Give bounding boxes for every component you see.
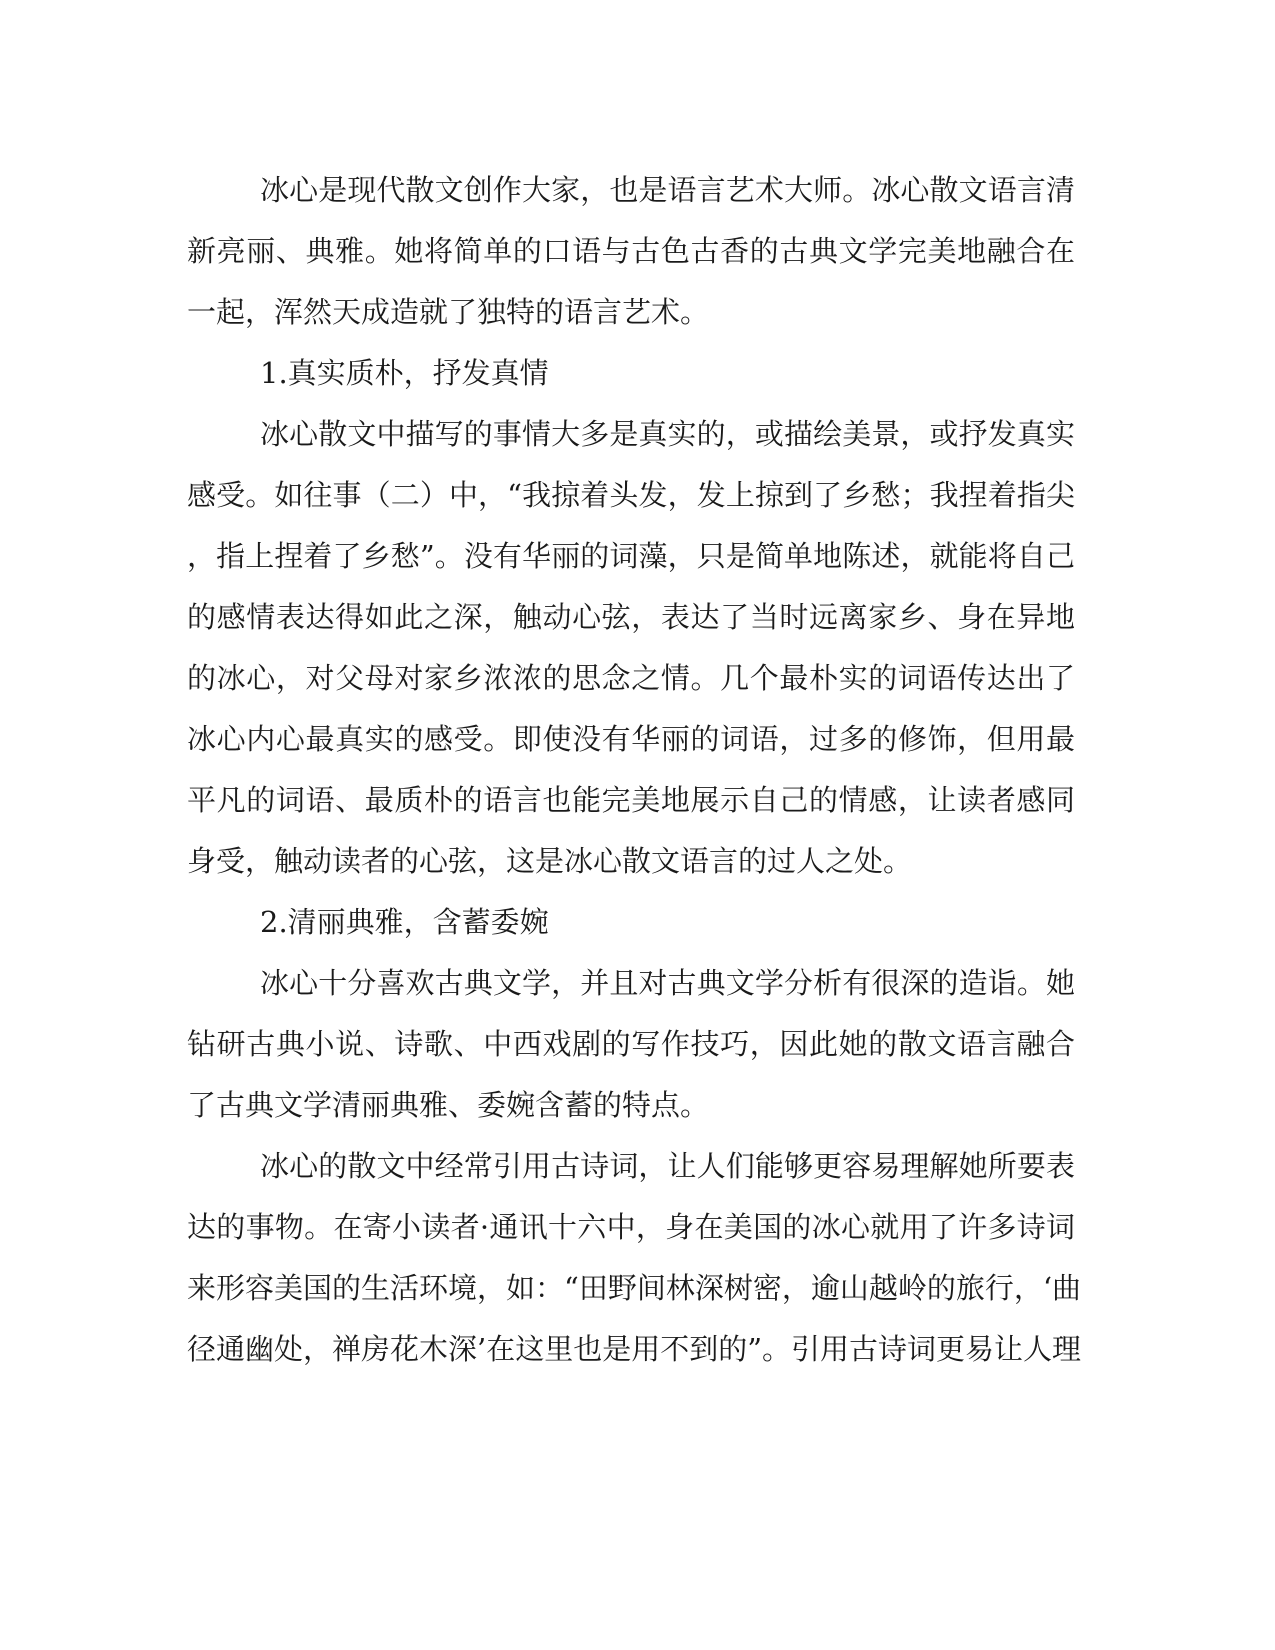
text-line: 新亮丽、典雅。她将简单的口语与古色古香的古典文学完美地融合在 — [187, 234, 1075, 268]
text-line: 冰心散文中描写的事情大多是真实的，或描绘美景，或抒发真实 — [260, 417, 1075, 451]
text-line: 身受，触动读者的心弦，这是冰心散文语言的过人之处。 — [187, 844, 913, 878]
paragraph — [187, 404, 1075, 892]
text-line: 冰心内心最真实的感受。即使没有华丽的词语，过多的修饰，但用最 — [187, 722, 1075, 756]
text-line: 了古典文学清丽典雅、委婉含蓄的特点。 — [187, 1088, 710, 1122]
text-line: 径通幽处，禅房花木深’在这里也是用不到的”。引用古诗词更易让人理 — [187, 1332, 1082, 1366]
section-heading — [187, 343, 1075, 404]
text-line: 一起，浑然天成造就了独特的语言艺术。 — [187, 295, 710, 329]
document-body — [187, 160, 1082, 1380]
text-line: 的感情表达得如此之深，触动心弦，表达了当时远离家乡、身在异地 — [187, 600, 1075, 634]
text-line: 冰心的散文中经常引用古诗词，让人们能够更容易理解她所要表 — [260, 1149, 1075, 1183]
paragraph — [187, 160, 1075, 343]
text-line: 冰心十分喜欢古典文学，并且对古典文学分析有很深的造诣。她 — [260, 966, 1075, 1000]
text-line: 冰心是现代散文创作大家，也是语言艺术大师。冰心散文语言清 — [260, 173, 1075, 207]
text-line: 的冰心，对父母对家乡浓浓的思念之情。几个最朴实的词语传达出了 — [187, 661, 1075, 695]
text-line: 钻研古典小说、诗歌、中西戏剧的写作技巧，因此她的散文语言融合 — [187, 1027, 1075, 1061]
text-line: 来形容美国的生活环境，如：“田野间林深树密，逾山越岭的旅行，‘曲 — [187, 1271, 1082, 1305]
text-line: 感受。如往事（二）中，“我掠着头发，发上掠到了乡愁；我捏着指尖 — [187, 478, 1075, 512]
heading-text: 1.真实质朴，抒发真情 — [260, 356, 549, 390]
heading-text: 2.清丽典雅，含蓄委婉 — [260, 905, 549, 939]
section-heading — [187, 892, 1075, 953]
paragraph — [187, 1136, 1082, 1380]
paragraph — [187, 953, 1075, 1136]
text-line: 平凡的词语、最质朴的语言也能完美地展示自己的情感，让读者感同 — [187, 783, 1075, 817]
text-line: ，指上捏着了乡愁”。没有华丽的词藻，只是简单地陈述，就能将自己 — [187, 539, 1075, 573]
text-line: 达的事物。在寄小读者·通讯十六中，身在美国的冰心就用了许多诗词 — [187, 1210, 1075, 1244]
